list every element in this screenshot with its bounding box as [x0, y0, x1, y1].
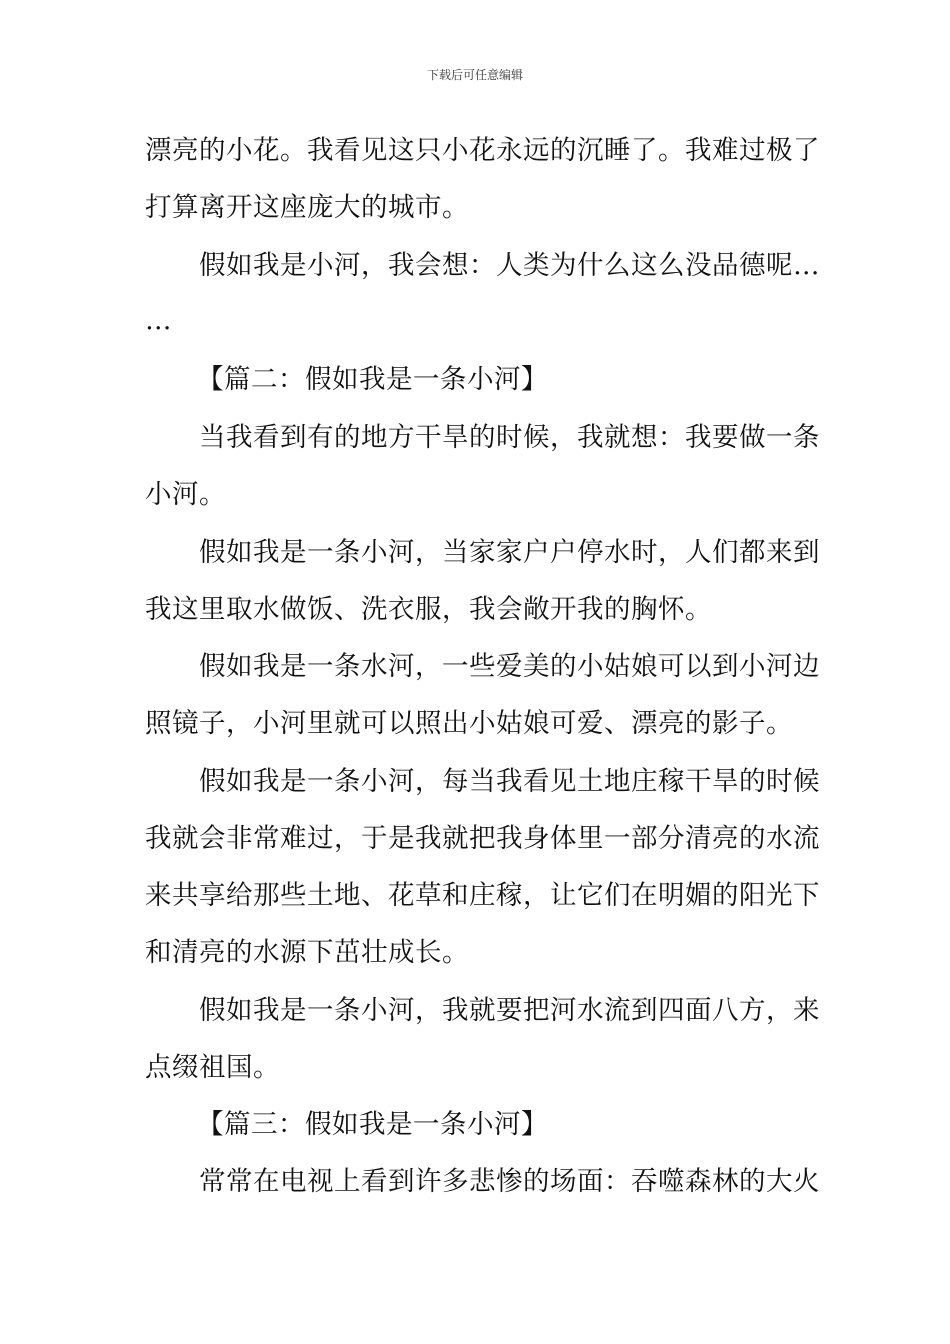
text-line: 照镜子，小河里就可以照出小姑娘可爱、漂亮的影子。 — [145, 708, 793, 739]
text-line: 我就会非常难过，于是我就把我身体里一部分清亮的水流 — [145, 823, 820, 854]
page-header-note: 下载后可任意编辑 — [426, 68, 523, 82]
text-line: 假如我是一条水河，一些爱美的小姑娘可以到小河边 — [199, 651, 820, 682]
text-line: 打算离开这座庞大的城市。 — [145, 192, 469, 223]
text-line: 常常在电视上看到许多悲惨的场面：吞噬森林的大火 — [199, 1166, 820, 1197]
text-line: 假如我是一条小河，我就要把河水流到四面八方，来 — [199, 995, 820, 1026]
text-line: 小河。 — [145, 479, 226, 510]
text-line: … — [145, 305, 172, 336]
text-line: 我这里取水做饭、洗衣服，我会敞开我的胸怀。 — [145, 594, 712, 625]
text-line: 漂亮的小花。我看见这只小花永远的沉睡了。我难过极了 — [145, 135, 820, 166]
text-line: 点缀祖国。 — [145, 1052, 280, 1083]
text-line: 和清亮的水源下茁壮成长。 — [145, 937, 469, 968]
text-line: 假如我是小河，我会想：人类为什么这么没品德呢… — [199, 250, 820, 281]
text-line: 当我看到有的地方干旱的时候，我就想：我要做一条 — [199, 422, 820, 453]
text-line: 来共享给那些土地、花草和庄稼，让它们在明媚的阳光下 — [145, 880, 820, 911]
section-heading: 【篇二：假如我是一条小河】 — [197, 364, 548, 395]
text-line: 假如我是一条小河，当家家户户停水时，人们都来到 — [199, 537, 820, 568]
section-heading: 【篇三：假如我是一条小河】 — [197, 1109, 548, 1140]
text-line: 假如我是一条小河，每当我看见土地庄稼干旱的时候 — [199, 766, 820, 797]
